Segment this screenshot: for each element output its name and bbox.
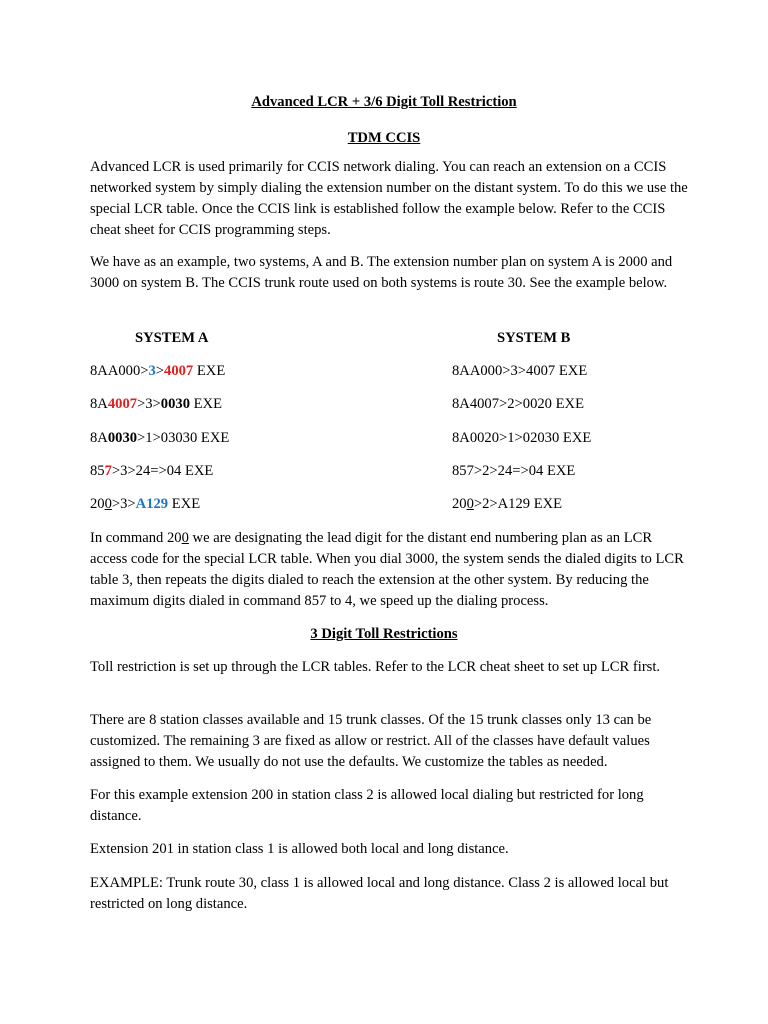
command-explanation-paragraph: In command 200 we are designating the lead digit for the distant end numbering plan as an LCR access code for the special LCR table. When you dial 3000, the system sends the dialed digits to LCR table 3, then repeats the digits dialed to reach the extension at the other system. By reducing the maximum digits dialed in command 857 to 4, we speed up the dialing process. bbox=[90, 530, 684, 609]
system-b-command-1: 8AA000>3>4007 EXE bbox=[452, 363, 588, 379]
system-b-command-3: 8A0020>1>02030 EXE bbox=[452, 430, 592, 446]
system-a-command-4: 857>3>24=>04 EXE bbox=[90, 463, 214, 479]
toll-paragraph-3: For this example extension 200 in station class 2 is allowed local dialing but restricted for long distance. bbox=[90, 787, 644, 824]
toll-paragraph-5: EXAMPLE: Trunk route 30, class 1 is allowed local and long distance. Class 2 is allowed local but restricted on long distance. bbox=[90, 875, 669, 912]
intro-paragraph: Advanced LCR is used primarily for CCIS network dialing. You can reach an extension on a CCIS networked system by simply dialing the extension number on the distant system. To do this we use the special LCR table. Once the CCIS link is established follow the example below. Refer to the CCIS cheat sheet for CCIS programming steps. bbox=[90, 159, 688, 238]
system-a-command-3: 8A0030>1>03030 EXE bbox=[90, 430, 230, 446]
toll-paragraph-2: There are 8 station classes available and 15 trunk classes. Of the 15 trunk classes only 13 can be customized. The remaining 3 are fixed as allow or restrict. All of the classes have default values assigned to them. We usually do not use the defaults. We customize the tables as needed. bbox=[90, 712, 652, 770]
section-title-toll-restrictions: 3 Digit Toll Restrictions bbox=[310, 626, 458, 642]
toll-paragraph-1: Toll restriction is set up through the LCR tables. Refer to the LCR cheat sheet to set up LCR first. bbox=[90, 659, 661, 675]
toll-paragraph-4: Extension 201 in station class 1 is allowed both local and long distance. bbox=[90, 841, 509, 857]
section-title-tdm-ccis: TDM CCIS bbox=[347, 130, 421, 146]
system-a-heading: SYSTEM A bbox=[135, 330, 209, 346]
system-b-command-4: 857>2>24=>04 EXE bbox=[452, 463, 576, 479]
page-title: Advanced LCR + 3/6 Digit Toll Restriction bbox=[251, 94, 517, 110]
system-a-command-2: 8A4007>3>0030 EXE bbox=[90, 396, 223, 412]
example-paragraph: We have as an example, two systems, A and B. The extension number plan on system A is 2000 and 3000 on system B. The CCIS trunk route used on both systems is route 30. See the example below. bbox=[90, 254, 673, 291]
system-b-heading: SYSTEM B bbox=[497, 330, 571, 346]
system-b-command-5: 200>2>A129 EXE bbox=[452, 496, 563, 512]
system-b-command-2: 8A4007>2>0020 EXE bbox=[452, 396, 584, 412]
system-a-command-1: 8AA000>3>4007 EXE bbox=[90, 363, 226, 379]
system-a-command-5: 200>3>A129 EXE bbox=[90, 496, 201, 512]
